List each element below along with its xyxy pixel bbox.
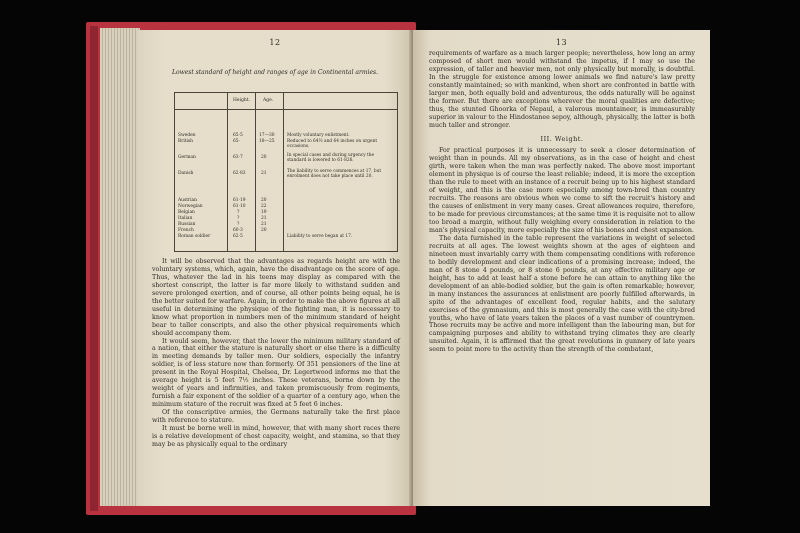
age: 22 [261, 204, 267, 209]
left-body-text [152, 258, 400, 449]
height-age-table [174, 92, 398, 252]
paragraph: It must be borne well in mind, however, that with many short races there is a relative development of chest capacity, weight, and stamina, so that they may be as physically equal to the ordinary [152, 425, 400, 448]
paragraph: For practical purposes it is unnecessary to seek a closer determination of weight than in pounds. All my observations, as in the case of height and chest girth, were taken when the man was perfectly naked. The above most important element in physique is of course the least reliable; indeed, it is more the exception than the rule to meet with an instance of a recruit being up to his highest standard of weight, and this is the case more especially among town-bred than country recruits. The reasons are obvious when we come to sift the recruit's history and the causes of enlistment in very many cases. Great allowances require, therefore, to be made for previous circumstances; at the same time it is requisite not to allow too broad a margin, without fully weighing every consideration in relation to the man's physical capacity, more especially the size of his bones and chest expansion. [429, 147, 695, 235]
height: ? [237, 222, 240, 227]
height: 60·3 [233, 228, 243, 233]
age: 20 [261, 228, 267, 233]
remarks: Reduced to 64½ and 64 inches on urgent occasions. [287, 139, 378, 150]
remarks: Liability to serve began at 17. [287, 234, 353, 239]
height: 62·5 [233, 234, 243, 239]
age: 21 [261, 222, 267, 227]
age: 20 [261, 198, 267, 203]
country: Russian [178, 222, 196, 227]
page-number: 12 [269, 38, 281, 47]
right-body-text [429, 50, 695, 354]
page-block-edges [100, 28, 140, 506]
remarks: The liability to serve commences at 17, but enrolment does not take place until 20. [287, 169, 382, 180]
age: 21 [261, 216, 267, 221]
table-title: Lowest standard of height and ranges of age in Continental armies. [171, 69, 378, 76]
height: 62·83 [233, 171, 246, 176]
remarks: In special cases and during urgency the standard is lowered to 61·826. [287, 153, 375, 164]
country: British [178, 139, 193, 144]
remarks: Mostly voluntary enlistment. [287, 133, 350, 138]
country: Austrian [178, 198, 197, 203]
section-heading: III. Weight. [540, 134, 584, 143]
paragraph: The data furnished in the table represent the variations in weight of selected recruits at all ages. The lowest weights shown at the ages of eighteen and nineteen must invariably carry with them compensating conditions with reference to bodily development and clear indications of a promising increase; indeed, the man of 8 stone 4 pounds, or 8 stone 6 pounds, at any effective military age or height, has to add at least half a stone before he can attain to anything like the development of an able-bodied soldier, but the gain is often remarkable; however, in many instances the assurances at enlistment are poorly fulfilled afterwards, in spite of the advantages of excellent food, regular habits, and the salutary exercises of the gymnasium, and this is most generally the case with the city-bred youths, who have of late years taken the places of a vast number of countrymen. Those recruits may be active and more intelligent than the labouring man, but for campaigning purposes and ability to withstand trying climates they are clearly unsuited. Again, it is affirmed that the great revolutions in gunnery of late years seem to point more to the activity than the strength of the combatant, [429, 234, 695, 354]
page-number: 13 [555, 38, 568, 47]
age: 20 [261, 155, 267, 160]
height: 61·10 [233, 204, 246, 209]
left-page [138, 30, 412, 506]
paragraph: It will be observed that the advantages as regards height are with the voluntary systems, which, again, have the disadvantage on the score of age. Thus, whatever the lad in his teens may display as compared with the shortest conscript, the latter is far more likely to withstand sudden and severe prolonged exertion, and of course, all other points being equal, he is the better suited for warfare. Again, in order to make the above figures at all useful in determining the physique of the fighting man, it is necessary to know what proportion in numbers men of the minimum standard of height bear to taller conscripts, and also the other physical requirements which should accompany them. [152, 258, 400, 337]
header-height: Height. [233, 98, 251, 103]
height: 63·7 [233, 155, 243, 160]
country: Norwegian [178, 204, 203, 209]
country: Italian [178, 216, 193, 221]
height: 61·19 [233, 198, 246, 203]
country: Roman soldier [178, 234, 211, 239]
age: 17—30 [259, 133, 275, 138]
height: ? [237, 210, 240, 215]
country: Danish [178, 171, 194, 176]
country: German [178, 155, 196, 160]
height: ? [237, 216, 240, 221]
country: French [178, 228, 194, 233]
header-age: Age. [263, 98, 274, 103]
paragraph: It would seem, however, that the lower the minimum military standard of a nation, that either the stature is naturally short or else there is a difficulty in meeting demands by taller men. Our soldiers, especially the infantry soldier, is of less stature now than formerly. Of 351 pensioners of the line at present in the Royal Hospital, Chelsea, Dr. Legertwood informs me that the average height is 5 feet 7½ inches. These veterans, borne down by the weight of years and infirmities, and taken promiscuously from regiments, furnish a fair exponent of the soldier of a quarter of a century ago, when the minimum stature of the recruit was fixed at 5 feet 6 inches. [152, 337, 400, 409]
age: 21 [261, 171, 267, 176]
age: 18—25 [259, 139, 275, 144]
paragraph: requirements of warfare as a much larger people; nevertheless, how long an army composed of short men would withstand the impetus, if I may so use the expression, of taller and heavier men, not only physically but morally, is doubtful. In the struggle for existence among lower animals we find nature's law pretty constantly maintained; so with mankind, when short are confronted in battle with larger men, both equally bold and adventurous, the odds naturally will be against the former. But there are exceptions wherever the moral qualities are defective; thus, the stunted Ghoorka of Nepaul, a valorous mountaineer, is immeasurably superior in valour to the Hindostanee sepoy, although, physically, the latter is both much taller and stronger. [429, 50, 695, 129]
country: Sweden [178, 133, 196, 138]
right-page [413, 30, 710, 506]
age: 19 [261, 210, 267, 215]
height: 65· [233, 139, 240, 144]
paragraph: Of the conscriptive armies, the Germans naturally take the first place with reference to stature. [152, 409, 400, 425]
cover-edge [90, 26, 98, 511]
height: 65·5 [233, 133, 243, 138]
country: Belgian [178, 210, 195, 215]
table-header [175, 93, 397, 110]
